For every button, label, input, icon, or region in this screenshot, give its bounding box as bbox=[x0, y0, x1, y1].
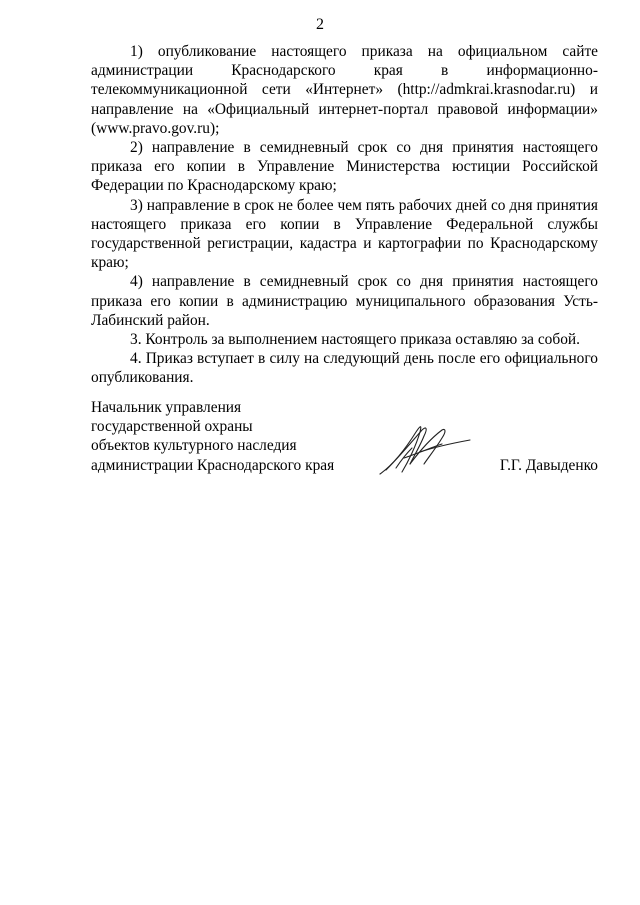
signatory-title bbox=[91, 398, 371, 475]
signatory-title-line: Начальник управления bbox=[91, 399, 242, 416]
signatory-title-line: объектов культурного наследия bbox=[91, 437, 297, 455]
paragraph-municipal-administration: 4) направление в семидневный срок со дня принятия настоящего приказа его копии в администрацию муниципального образования Усть-Лабинский район. bbox=[91, 273, 598, 329]
signatory-title-line: администрации Краснодарского края bbox=[91, 456, 335, 474]
handwritten-signature bbox=[376, 418, 476, 480]
paragraph-control: 3. Контроль за выполнением настоящего приказа оставляю за собой. bbox=[130, 331, 580, 349]
signatory-name: Г.Г. Давыденко bbox=[499, 456, 598, 474]
page-number: 2 bbox=[316, 16, 324, 33]
document-body bbox=[91, 42, 598, 388]
signature-block bbox=[91, 398, 598, 488]
signatory-title-line: государственной охраны bbox=[91, 418, 253, 436]
paragraph-rosreestr: 3) направление в срок не более чем пять рабочих дней со дня принятия настоящего приказа его копии в Управление Федеральной службы государственной регистрации, кадастра и картографии по Краснодарскому краю; bbox=[91, 196, 598, 272]
paragraph-ministry-justice: 2) направление в семидневный срок со дня принятия настоящего приказа его копии в Управление Министерства юстиции Российской Федерации по Краснодарскому краю; bbox=[91, 139, 598, 195]
paragraph-publication: 1) опубликование настоящего приказа на официальном сайте администрации Краснодарского края в информационно-телекоммуникационной сети «Интернет» (http://admkrai.krasnodar.ru) и направление на «Официальный интернет-портал правовой информации» (www.pravo.gov.ru); bbox=[91, 43, 598, 137]
paragraph-effective-date: 4. Приказ вступает в силу на следующий день после его официального опубликования. bbox=[91, 350, 598, 387]
